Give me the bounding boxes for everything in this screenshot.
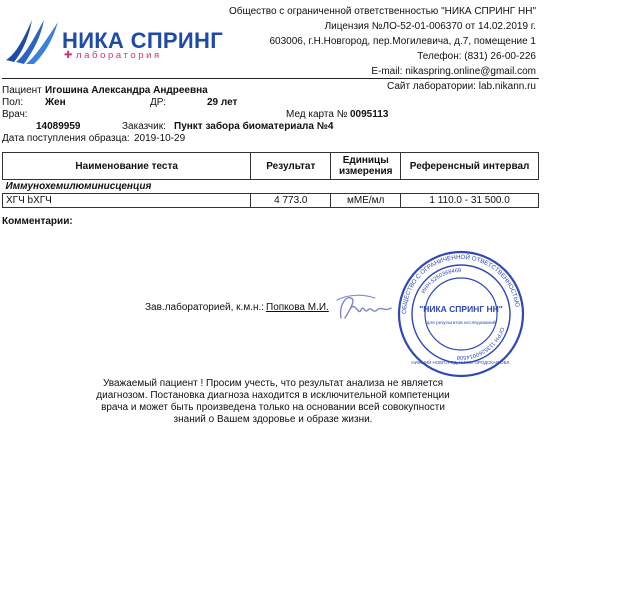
- address: 603006, г.Н.Новгород, пер.Могилевича, д.7, помещение 1: [269, 36, 536, 47]
- email: E-mail: nikaspring.online@gmail.com: [371, 66, 536, 77]
- handwritten-signature: [335, 288, 395, 330]
- organization-info: [116, 4, 536, 94]
- doctor-label: Врач:: [2, 109, 28, 120]
- header-result: Результат: [251, 153, 331, 180]
- stamp-center-text: "НИКА СПРИНГ НН": [419, 304, 503, 314]
- header-reference: Референсный интервал: [401, 153, 539, 180]
- cell-result: 4 773.0: [251, 194, 331, 208]
- customer-value: Пункт забора биоматериала №4: [174, 121, 334, 132]
- phone: Телефон: (831) 26-00-226: [417, 51, 536, 62]
- stamp-outer-text: ОБЩЕСТВО С ОГРАНИЧЕННОЙ ОТВЕТСТВЕННОСТЬЮ: [400, 253, 521, 315]
- date-label: Дата поступления образца:: [2, 133, 130, 144]
- lab-site: Сайт лаборатории: lab.nikann.ru: [386, 81, 536, 92]
- patient-label: Пациент: [2, 85, 42, 96]
- signature-position: Зав.лабораторией, к.м.н.:: [145, 302, 265, 313]
- table-section-row: [3, 180, 539, 194]
- section-title: Иммунохемилюминисценция: [3, 180, 539, 194]
- header-units: Единицы измерения: [331, 153, 401, 180]
- age-value: 29 лет: [207, 97, 238, 108]
- cell-test: ХГЧ bХГЧ: [3, 194, 251, 208]
- patient-notice: Уважаемый пациент ! Просим учесть, что результат анализа не является диагнозом. Постановка диагноза находится в исключительной компетенции врача и может быть произведена только на основании всей совокупности знаний о Вашем здоровье и образе жизни.: [96, 378, 450, 425]
- card-number: 0095113: [350, 109, 389, 120]
- cell-reference: 1 110.0 - 31 500.0: [401, 194, 539, 208]
- license: Лицензия №ЛО-52-01-006370 от 14.02.2019 г.: [324, 21, 536, 32]
- sex-label: Пол:: [2, 97, 24, 108]
- comments-label: Комментарии:: [2, 216, 73, 227]
- stamp-purpose: для результатов исследований: [426, 321, 496, 326]
- signature-name: Попкова М.И.: [266, 302, 329, 313]
- age-label: ДР:: [150, 97, 167, 108]
- logo-wave-icon: [2, 14, 66, 66]
- stamp-city: НИЖНИЙ НОВГОРОД, НИЖЕГОРОДСКАЯ ОБЛ.: [411, 360, 511, 365]
- date-value: 2019-10-29: [134, 133, 186, 144]
- header-divider: [2, 78, 539, 79]
- logo-cross-icon: ✚: [64, 50, 73, 61]
- table-row: [3, 194, 539, 208]
- table-header-row: [3, 153, 539, 180]
- sex-value: Жен: [45, 97, 66, 108]
- header-test: Наименование теста: [3, 153, 251, 180]
- cell-units: мМЕ/мл: [331, 194, 401, 208]
- card-label: Мед карта №: [286, 109, 348, 120]
- org-name: Общество с ограниченной ответственностью "НИКА СПРИНГ НН": [228, 6, 536, 17]
- customer-label: Заказчик:: [122, 121, 166, 132]
- organization-stamp: [397, 250, 525, 378]
- results-table: [2, 152, 539, 208]
- logo-name: НИКА СПРИНГ: [62, 28, 223, 53]
- stamp-inn: ИНН 5260368469: [420, 267, 462, 295]
- logo-subtitle: лаборатория: [76, 50, 162, 61]
- patient-name: Игошина Александра Андреевна: [45, 85, 208, 96]
- order-id: 14089959: [36, 121, 81, 132]
- stamp-ogrn: ОГРН 1135260014508: [456, 326, 505, 361]
